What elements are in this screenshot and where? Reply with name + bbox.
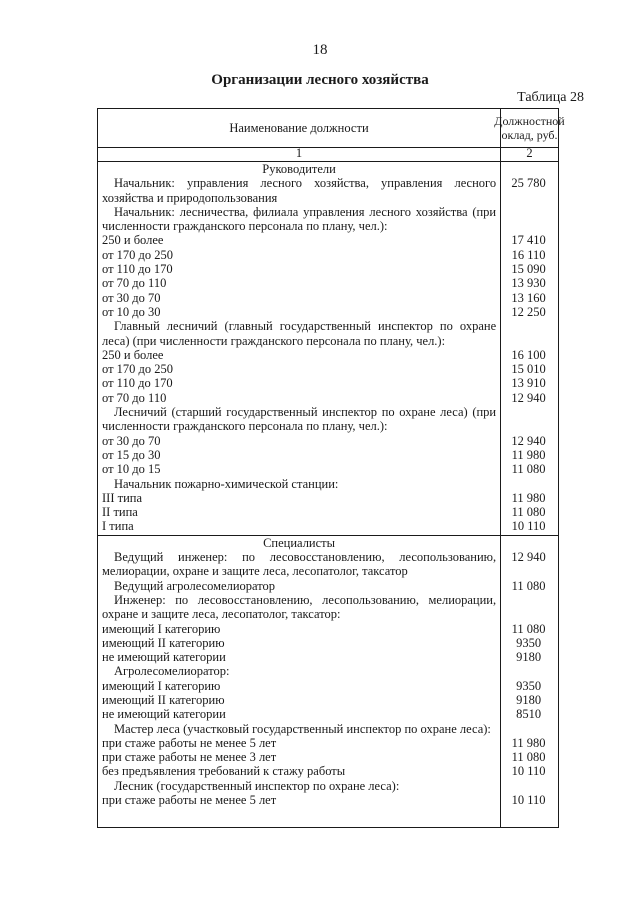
table-row — [98, 622, 558, 636]
table-row — [98, 679, 558, 693]
section-heading — [98, 535, 558, 550]
position-name: Лесничий (старший государственный инспектор по охране леса) (при численности гражданского персонала по плану, чел.): — [102, 405, 497, 434]
section-heading-label: Специалисты — [263, 535, 336, 550]
salary-value — [499, 477, 558, 491]
salary-value: 16 100 — [511, 347, 546, 362]
salary-value: 12 250 — [511, 304, 546, 319]
salary-value — [499, 205, 558, 234]
table-row — [98, 362, 558, 376]
salary-value: 11 080 — [511, 621, 546, 636]
table-row — [98, 722, 558, 736]
salary-value: 13 910 — [511, 376, 546, 391]
position-name: Начальник: лесничества, филиала управления лесного хозяйства (при численности гражданского персонала по плану, чел.): — [102, 204, 497, 234]
position-name: 250 и более — [102, 233, 164, 248]
column-number-row — [98, 147, 558, 162]
table-row — [98, 779, 558, 793]
position-name: Начальник: управления лесного хозяйства, управления лесного хозяйства и природопользования — [102, 176, 497, 205]
salary-value: 11 080 — [511, 578, 546, 593]
position-name: не имеющий категории — [102, 650, 226, 665]
position-name: при стаже работы не менее 3 лет — [102, 750, 277, 765]
table-row — [98, 579, 558, 593]
salary-value: 10 110 — [511, 793, 546, 808]
table-label: Таблица 28 — [517, 90, 584, 105]
document-title: Организации лесного хозяйства — [211, 72, 429, 88]
salary-value: 9350 — [516, 678, 542, 693]
salary-value: 11 980 — [511, 447, 546, 462]
table-row — [98, 736, 558, 750]
table-row — [98, 550, 558, 579]
position-name: от 10 до 30 — [102, 304, 161, 319]
position-name: Ведущий инженер: по лесовосстановлению, лесопользованию, мелиорации, охране и защите леса, лесопатолог, таксатор — [102, 550, 497, 579]
table-row — [98, 276, 558, 290]
position-name: не имеющий категории — [102, 707, 226, 722]
salary-value: 11 080 — [511, 462, 546, 477]
table-row — [98, 707, 558, 721]
position-name: от 10 до 15 — [102, 462, 161, 477]
position-name: от 110 до 170 — [102, 376, 173, 391]
table-row — [98, 305, 558, 319]
column-number-1: 1 — [295, 146, 303, 160]
table-row — [98, 636, 558, 650]
table-row — [98, 434, 558, 448]
salary-value: 10 110 — [511, 764, 546, 779]
table-row — [98, 593, 558, 622]
table-row — [98, 291, 558, 305]
position-name: при стаже работы не менее 5 лет — [102, 793, 277, 808]
position-name: имеющий II категорию — [102, 635, 225, 650]
table-row — [98, 262, 558, 276]
position-name: от 110 до 170 — [102, 262, 173, 277]
salary-value: 12 940 — [511, 390, 546, 405]
position-name: от 170 до 250 — [102, 362, 174, 377]
salary-value: 17 410 — [511, 233, 546, 248]
position-name: II типа — [102, 505, 138, 520]
position-name: Инженер: по лесовосстановлению, лесопользованию, мелиорации, охране и защите леса, лесопатолог, таксатор: — [102, 592, 497, 622]
section-heading — [98, 162, 558, 176]
salary-value — [499, 722, 558, 736]
position-name: от 30 до 70 — [102, 433, 161, 448]
table-row — [98, 233, 558, 247]
salary-value — [499, 779, 558, 793]
table-body — [98, 162, 558, 827]
table-row — [98, 693, 558, 707]
salary-value: 12 940 — [511, 550, 546, 565]
salary-value — [499, 664, 558, 678]
table-row — [98, 448, 558, 462]
table-row — [98, 664, 558, 678]
table-row — [98, 793, 558, 807]
position-name: имеющий I категорию — [102, 678, 221, 693]
table-row — [98, 462, 558, 476]
table-row — [98, 405, 558, 434]
table-row — [98, 505, 558, 519]
salary-value: 15 090 — [511, 262, 546, 277]
table-row — [98, 491, 558, 505]
salary-value: 9180 — [516, 650, 542, 665]
position-name: I типа — [102, 519, 134, 534]
column-number-2: 2 — [526, 146, 533, 160]
salary-value: 11 980 — [511, 490, 546, 505]
position-name: III типа — [102, 490, 143, 505]
position-name: Ведущий агролесомелиоратор — [114, 578, 276, 593]
salary-value: 15 010 — [511, 362, 546, 377]
position-name: Лесник (государственный инспектор по охране леса): — [114, 778, 400, 793]
table-row — [98, 348, 558, 362]
table-row — [98, 176, 558, 205]
position-name: Начальник пожарно-химической станции: — [114, 476, 339, 491]
header-position-name: Наименование должности — [229, 120, 369, 135]
position-name: Мастер леса (участковый государственный инспектор по охране леса): — [114, 721, 491, 736]
position-name: от 70 до 110 — [102, 276, 167, 291]
salary-value — [499, 319, 558, 348]
table-row — [98, 248, 558, 262]
salary-value: 12 940 — [511, 433, 546, 448]
position-name: от 15 до 30 — [102, 447, 161, 462]
page-number: 18 — [312, 42, 328, 58]
table-row — [98, 391, 558, 405]
salary-value: 16 110 — [511, 247, 546, 262]
position-name: от 30 до 70 — [102, 290, 161, 305]
salary-value: 11 080 — [511, 505, 546, 520]
table-row — [98, 650, 558, 664]
table-row — [98, 319, 558, 348]
salary-value: 11 080 — [511, 750, 546, 765]
salary-table — [97, 108, 565, 828]
table-row — [98, 205, 558, 234]
table-row — [98, 477, 558, 491]
position-name: имеющий II категорию — [102, 692, 225, 707]
position-name: от 170 до 250 — [102, 247, 174, 262]
position-name: при стаже работы не менее 5 лет — [102, 735, 277, 750]
salary-value: 25 780 — [511, 176, 546, 191]
table-row — [98, 764, 558, 778]
salary-value: 11 980 — [511, 735, 546, 750]
salary-value — [499, 405, 558, 434]
salary-value — [499, 593, 558, 622]
position-name: от 70 до 110 — [102, 390, 167, 405]
position-name: Агролесомелиоратор: — [114, 664, 230, 679]
table-row — [98, 519, 558, 533]
section-heading-label: Руководители — [262, 162, 336, 176]
table-header — [98, 109, 565, 148]
salary-value: 8510 — [516, 707, 542, 722]
position-name: без предъявления требований к стажу работы — [102, 764, 346, 779]
salary-value: 10 110 — [511, 519, 546, 534]
table-row — [98, 750, 558, 764]
salary-value: 9350 — [516, 635, 542, 650]
position-name: 250 и более — [102, 347, 164, 362]
header-salary: Должностной оклад, руб. — [494, 114, 565, 142]
salary-value: 13 160 — [511, 290, 546, 305]
position-name: имеющий I категорию — [102, 621, 221, 636]
table-row — [98, 376, 558, 390]
salary-value: 13 930 — [511, 276, 546, 291]
salary-value: 9180 — [516, 692, 542, 707]
position-name: Главный лесничий (главный государственный инспектор по охране леса) (при численности гражданского персонала по плану, чел.): — [102, 319, 497, 348]
